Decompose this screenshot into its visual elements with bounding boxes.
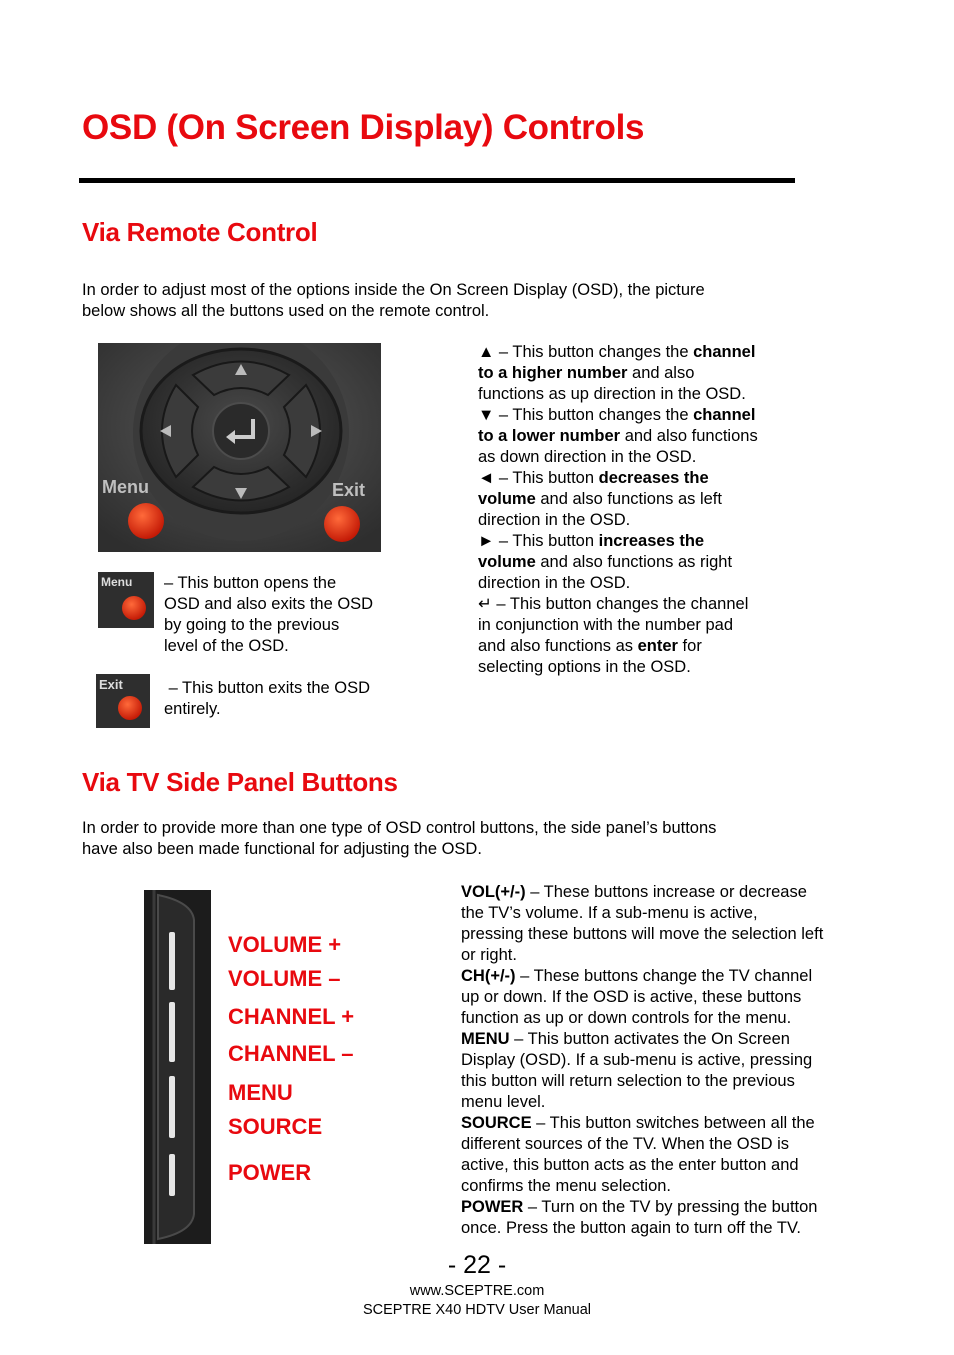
up-button-desc: ▲ – This button changes the channel — [478, 343, 756, 361]
left-arrow-icon: ◄ — [478, 469, 495, 487]
menu-button-description: – This button opens the OSD and also exits the OSD by going to the previous level of the OSD. — [164, 574, 374, 655]
exit-button-image — [96, 674, 150, 728]
panel-label-channel-down: CHANNEL – — [228, 1041, 354, 1066]
down-button-desc: ▼ – This button changes the channel — [478, 406, 756, 424]
right-arrow-icon: ► — [478, 532, 495, 550]
remote-control-image — [98, 343, 381, 552]
panel-label-menu: MENU — [228, 1080, 293, 1105]
menu-button-image — [98, 572, 154, 628]
remote-exit-label: Exit — [332, 480, 366, 500]
svg-text:Exit: Exit — [99, 677, 123, 692]
panel-label-source: SOURCE — [228, 1114, 323, 1139]
panel-label-channel-up: CHANNEL + — [228, 1004, 355, 1029]
right-button-desc: ► – This button increases the — [478, 532, 705, 550]
panel-label-volume-up: VOLUME + — [228, 932, 342, 957]
enter-button-desc: ↵ – This button changes the channel — [478, 595, 749, 613]
remote-menu-label: Menu — [102, 477, 149, 497]
enter-icon: ↵ — [478, 595, 492, 613]
up-arrow-icon: ▲ — [478, 343, 495, 361]
remote-section-heading: Via Remote Control — [82, 217, 318, 247]
page-title: OSD (On Screen Display) Controls — [82, 108, 645, 147]
footer-website: www.SCEPTRE.com — [409, 1283, 545, 1299]
svg-text:Menu: Menu — [101, 575, 133, 589]
remote-button-descriptions: ▲ – This button changes the channel to a higher number and also functions as up direction in the OSD. ▼ – This button changes the channel to a lower number and also functions as down direction in the OSD. ◄ – This button decreases the volume and also functions as left direction in the OSD. ► – This button increases the volume and also functions as right direction in the OSD. ↵ – This button changes the channel in conjunction with the number pad and also functions as enter for selecting options in the OSD. — [478, 342, 808, 678]
panel-label-power: POWER — [228, 1160, 312, 1185]
panel-intro: In order to provide more than one type of OSD control buttons, the side panel’s buttons have also been made functional for adjusting the OSD. — [82, 819, 717, 858]
panel-section-heading: Via TV Side Panel Buttons — [82, 767, 398, 797]
page-number: - 22 - — [447, 1251, 507, 1279]
down-arrow-icon: ▼ — [478, 406, 495, 424]
title-divider — [79, 178, 795, 183]
exit-button-description: – This button exits the OSD entirely. — [164, 679, 371, 718]
panel-button-descriptions: VOL(+/-) – These buttons increase or decrease the TV’s volume. If a sub-menu is active, pressing these buttons will move the selection left or right. CH(+/-) – These buttons change the TV channel up or down. If the OSD is active, these buttons function as up or down controls for the menu. MENU – This button activates the On Screen Display (OSD). If a sub-menu is active, pressing this button will return selection to the previous menu level. SOURCE – This button switches between all the different sources of the TV. When the OSD is active, this button acts as the enter button and confirms the menu selection. POWER – Turn on the TV by pressing the button once. Press the button again to turn off the TV. — [461, 883, 824, 1237]
panel-label-volume-down: VOLUME – — [228, 966, 341, 991]
left-button-desc: ◄ – This button decreases the — [478, 469, 709, 487]
side-panel-image — [144, 890, 211, 1244]
footer-manual-title: SCEPTRE X40 HDTV User Manual — [362, 1302, 592, 1318]
remote-intro: In order to adjust most of the options inside the On Screen Display (OSD), the picture below shows all the buttons used on the remote control. — [82, 281, 705, 320]
